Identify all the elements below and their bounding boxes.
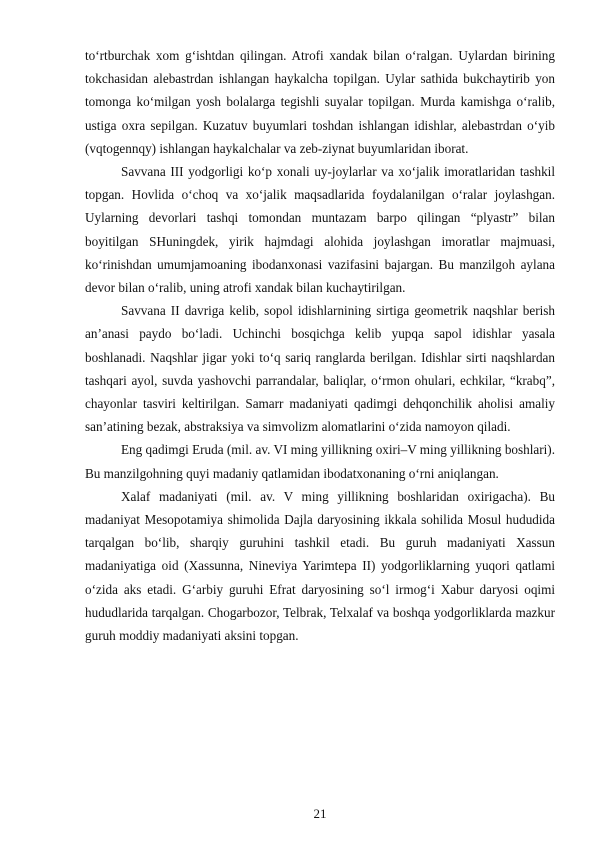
paragraph-3: Savvana II davriga kelib, sopol idishlarnining sirtiga geometrik naqshlar berish an’anasi paydo bo‘ladi. Uchinchi bosqichga kelib yupqa sapol idishlar yasala boshlanadi. Naqshlar jigar yoki to‘q sariq ranglarda berilgan. Idishlar sirti naqshlardan tashqari ayol, suvda yashovchi parrandalar, baliqlar, o‘rmon ohulari, echkilar, “krabq”, chayonlar tasviri keltirilgan. Samarr madaniyati qadimgi dehqonchilik aholisi amaliy san’atining bezak, abstraksiya va simvolizm alomatlarini o‘zida namoyon qiladi. [85,303,555,435]
paragraph-1: to‘rtburchak xom g‘ishtdan qilingan. Atrofi xandak bilan o‘ralgan. Uylardan birining tokchasidan alebastrdan ishlangan haykalcha topilgan. Uylar sathida bukchaytirib yon tomonga ko‘milgan yosh bolalarga tegishli suyalar topilgan. Murda kamishga o‘ralib, ustiga oxra sepilgan. Kuzatuv buyumlari toshdan ishlangan idishlar, alebastrdan o‘yib (vqtogennqy) ishlangan haykalchalar va zeb-ziynat buyumlaridan iborat. [85,48,555,156]
document-page [85,44,555,647]
paragraph-2: Savvana III yodgorligi ko‘p xonali uy-joylarlar va xo‘jalik imoratlaridan tashkil topgan. Hovlida o‘choq va xo‘jalik maqsadlarida foydalanilgan o‘ralar joylashgan. Uylarning devorlari tashqi tomondan muntazam barpo qilingan “plyastr” bilan boyitilgan SHuningdek, yirik hajmdagi alohida joylashgan imoratlar majmuasi, ko‘rinishdan umumjamoaning ibodanxonasi vazifasini bajargan. Bu manzilgoh aylana devor bilan o‘ralib, uning atrofi xandak bilan kuchaytirilgan. [85,164,555,296]
paragraph-5: Xalaf madaniyati (mil. av. V ming yillikning boshlaridan oxirigacha). Bu madaniyat Mesopotamiya shimolida Dajla daryosining ikkala sohilida Mosul hududida tarqalgan bo‘lib, sharqiy guruhini tashkil etadi. Bu guruh madaniyati Xassun madaniyatiga oid (Xassunna, Nineviya Yarimtepa II) yodgorliklarning yuqori qatlami o‘zida aks etadi. G‘arbiy guruhi Efrat daryosining so‘l irmog‘i Xabur daryosi oqimi hududlarida tarqalgan. Chogarbozor, Telbrak, Telxalaf va boshqa yodgorliklarda mazkur guruh moddiy madaniyati aksini topgan. [85,488,555,644]
page-number: 21 [313,806,327,821]
paragraph-4: Eng qadimgi Eruda (mil. av. VI ming yillikning oxiri–V ming yillikning boshlari). Bu manzilgohning quyi madaniy qatlamidan ibodatxonaning o‘rni aniqlangan. [85,442,555,481]
